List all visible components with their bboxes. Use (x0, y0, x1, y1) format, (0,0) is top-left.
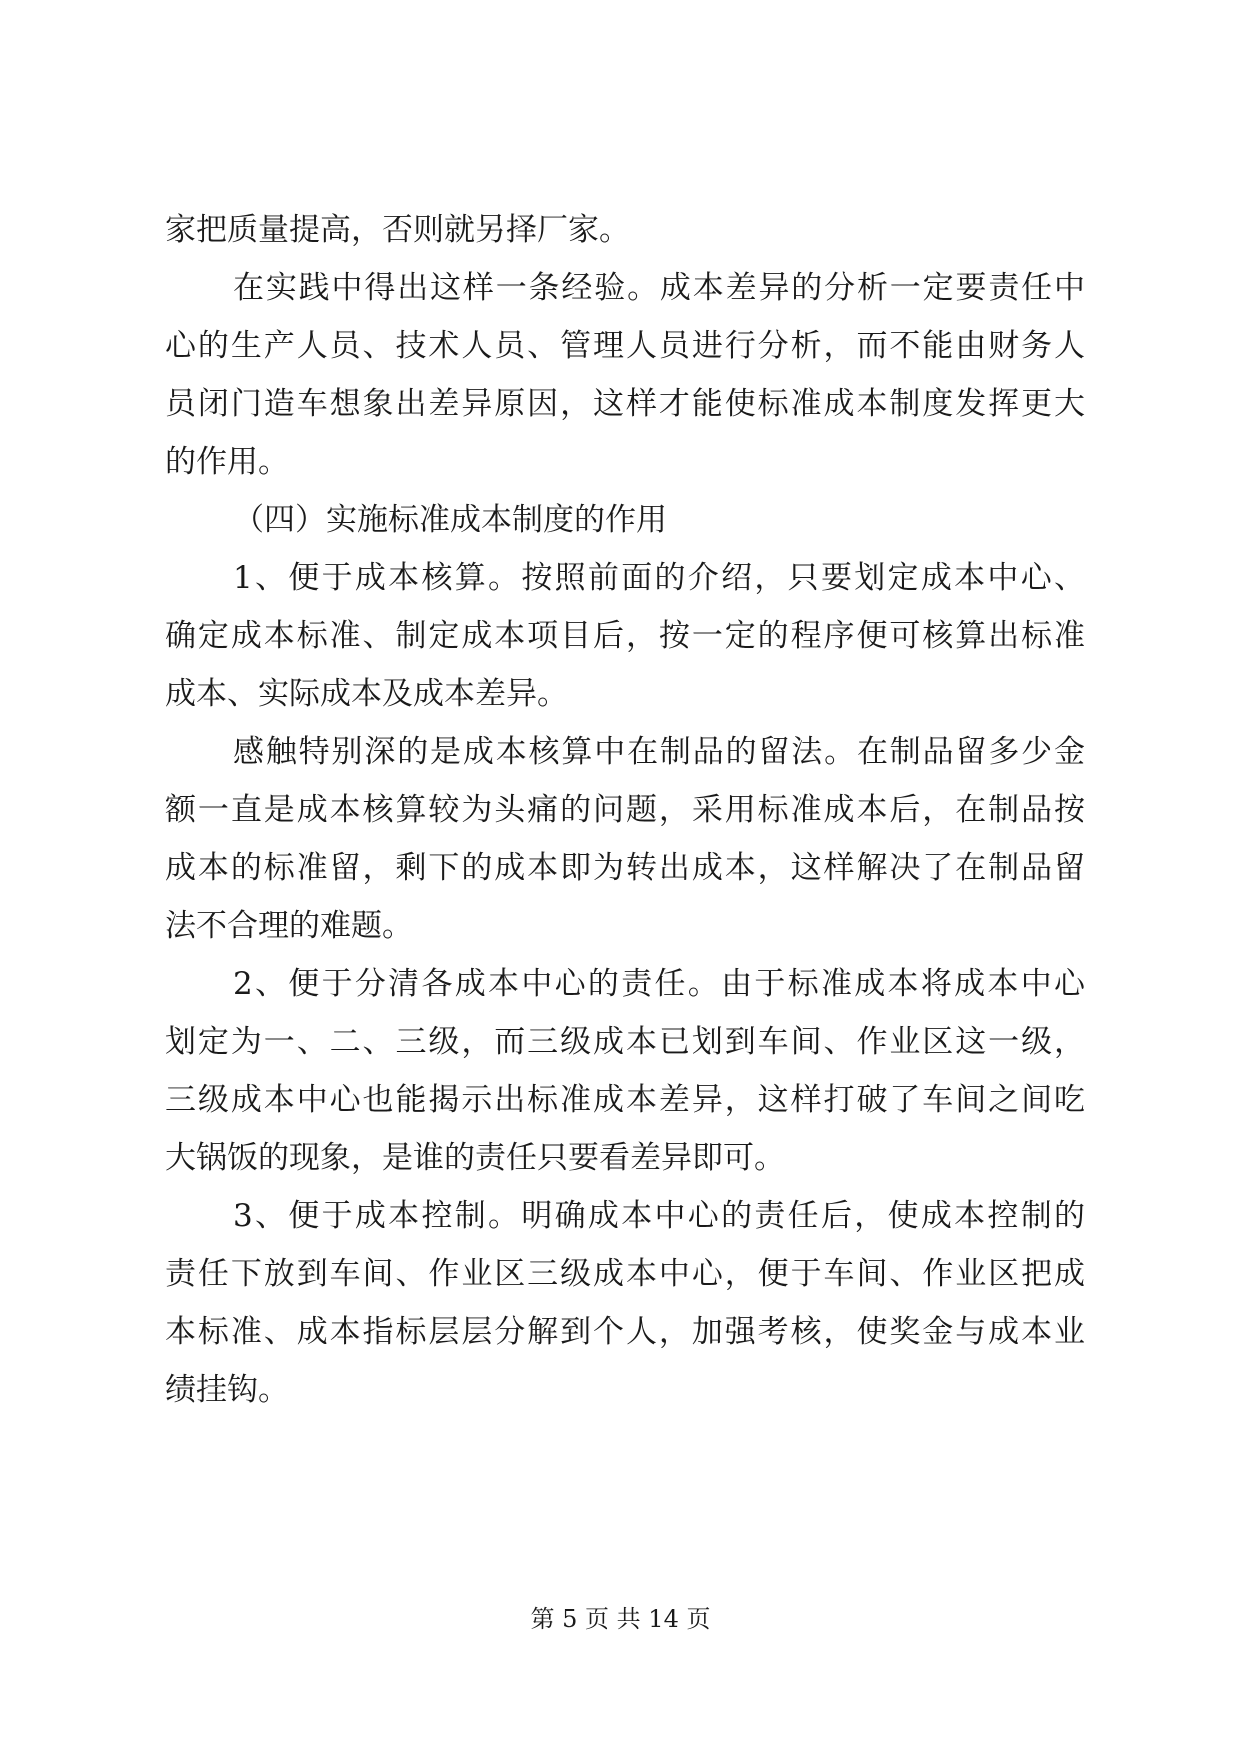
paragraph-line: 本标准、成本指标层层分解到个人，加强考核，使奖金与成本业 (165, 1314, 1085, 1350)
paragraph-line: 的作用。 (165, 444, 289, 480)
paragraph-line: 大锅饭的现象，是谁的责任只要看差异即可。 (165, 1140, 785, 1176)
paragraph-line: 绩挂钩。 (165, 1372, 289, 1408)
paragraph-line: 划定为一、二、三级，而三级成本已划到车间、作业区这一级， (165, 1024, 1085, 1060)
paragraph-line: 责任下放到车间、作业区三级成本中心，便于车间、作业区把成 (165, 1256, 1085, 1292)
paragraph-line: 3、便于成本控制。明确成本中心的责任后，使成本控制的 (233, 1198, 1085, 1234)
paragraph-line: 三级成本中心也能揭示出标准成本差异，这样打破了车间之间吃 (165, 1082, 1085, 1118)
paragraph-line: 感触特别深的是成本核算中在制品的留法。在制品留多少金 (233, 734, 1085, 770)
page-number-footer: 第 5 页 共 14 页 (530, 1605, 711, 1633)
paragraph-line: 家把质量提高，否则就另择厂家。 (165, 212, 630, 248)
paragraph-line: 心的生产人员、技术人员、管理人员进行分析，而不能由财务人 (165, 328, 1085, 364)
paragraph-line: 法不合理的难题。 (165, 908, 413, 944)
paragraph-line: 确定成本标准、制定成本项目后，按一定的程序便可核算出标准 (165, 618, 1085, 654)
paragraph-line: 在实践中得出这样一条经验。成本差异的分析一定要责任中 (233, 270, 1085, 306)
paragraph-line: 成本、实际成本及成本差异。 (165, 676, 568, 712)
paragraph-line: 成本的标准留，剩下的成本即为转出成本，这样解决了在制品留 (165, 850, 1085, 886)
section-heading: （四）实施标准成本制度的作用 (233, 502, 667, 538)
paragraph-line: 1、便于成本核算。按照前面的介绍，只要划定成本中心、 (233, 560, 1085, 596)
paragraph-line: 2、便于分清各成本中心的责任。由于标准成本将成本中心 (233, 966, 1085, 1002)
paragraph-line: 额一直是成本核算较为头痛的问题，采用标准成本后，在制品按 (165, 792, 1085, 828)
paragraph-line: 员闭门造车想象出差异原因，这样才能使标准成本制度发挥更大 (165, 386, 1085, 422)
